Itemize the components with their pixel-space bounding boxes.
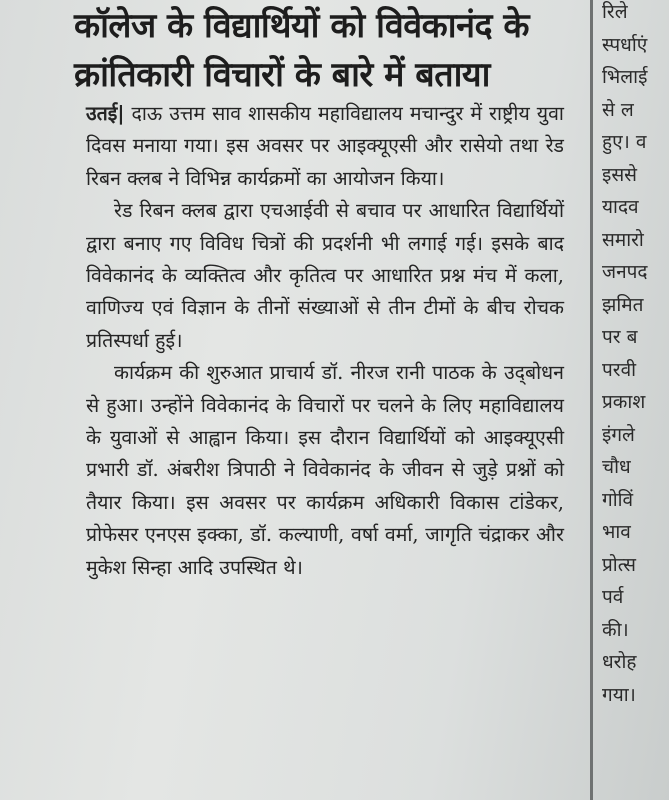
article-paragraph-2: रेड रिबन क्लब द्वारा एचआईवी से बचाव पर आधारित विद्यार्थियों द्वारा बनाए गए विविध चित्रों की प्रदर्शनी भी लगाई गई। इसके बाद विवेकानंद के व्यक्तित्व और कृतित्व पर आधारित प्रश्न मंच में कला, वाणिज्य एवं विज्ञान के तीनों संख्याओं से तीन टीमों के बीच रोचक प्रतिस्पर्धा हुई। [86,199,564,352]
side-line: गोविं [602,488,634,511]
side-line: हुए। व [602,131,647,153]
side-line: प्रकाश [602,391,646,413]
article-paragraph-3: कार्यक्रम की शुरुआत प्राचार्य डॉ. नीरज रानी पाठक के उद्‌बोधन से हुआ। उन्होंने विवेकानंद के विचारों पर चलने के लिए महाविद्यालय के युवाओं से आह्वान किया। इस दौरान विद्यार्थियों को आइक्यूएसी प्रभारी डॉ. अंबरीश त्रिपाठी ने विवेकानंद के जीवन से जुड़े प्रश्नों को तैयार किया। इस अवसर पर कार्यक्रम अधिकारी विकास टांडेकर, प्रोफेसर एनएस इक्का, डॉ. कल्याणी, वर्षा वर्मा, जागृति चंद्राकर और मुकेश सिन्हा आदि उपस्थित थे। [86,361,564,579]
side-line: इससे [602,163,638,186]
side-line: प्रोत्स [602,553,637,576]
headline-line-1: कॉलेज के विद्यार्थियों को विवेकानंद के [74,6,529,46]
side-line: से ल [602,98,634,121]
adjacent-column [602,0,669,800]
paragraph-1-text: दाऊ उत्तम साव शासकीय महाविद्यालय मचान्दुर में राष्ट्रीय युवा दिवस मनाया गया। इस अवसर पर आइक्यूएसी और रासेयो तथा रेड रिबन क्लब ने विभिन्न कार्यक्रमों का आयोजन किया। [86,102,564,190]
side-line: रिले [602,1,628,23]
dateline: उतई| [86,102,125,125]
side-line: भाव [602,521,631,543]
side-line: जनपद [602,261,648,283]
side-line: पर्व [602,586,624,608]
side-line: चौध [602,456,631,478]
side-line: परवी [602,358,637,381]
side-line: इंगले [602,423,635,446]
side-line: समारो [602,228,644,251]
side-line: भिलाई [602,66,648,88]
article-paragraph-1 [86,98,564,195]
side-line: पर ब [602,326,638,348]
side-line: धरोह [602,651,637,673]
side-line: यादव [602,196,639,218]
headline-line-2: क्रांतिकारी विचारों के बारे में बताया [74,55,490,95]
side-line: की। [602,618,629,641]
side-line: गया। [602,683,636,706]
column-divider [590,0,593,800]
article-body [86,98,564,584]
side-line: झमित [602,293,644,316]
article-headline [74,2,594,100]
side-line: स्पर्धाएं [602,33,648,56]
